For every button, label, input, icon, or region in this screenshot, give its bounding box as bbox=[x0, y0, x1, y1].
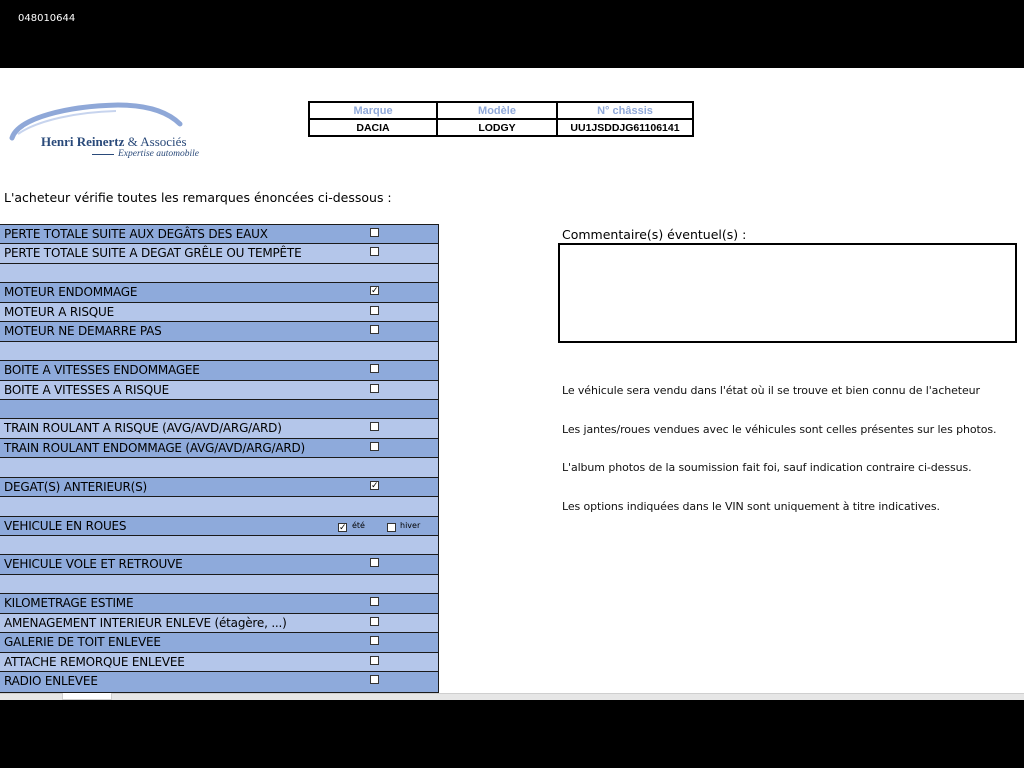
checkbox[interactable]: ✓ bbox=[371, 479, 379, 490]
checkbox[interactable] bbox=[370, 636, 379, 645]
checklist-label: PERTE TOTALE SUITE A DEGAT GRÊLE OU TEMPÊTE bbox=[4, 246, 302, 261]
checklist-label: MOTEUR ENDOMMAGE bbox=[4, 285, 138, 300]
checklist-label: MOTEUR NE DEMARRE PAS bbox=[4, 324, 162, 339]
checklist-row bbox=[0, 555, 438, 574]
checklist-label: ATTACHE REMORQUE ENLEVEE bbox=[4, 654, 185, 669]
checkbox-option-label: hiver bbox=[400, 520, 421, 530]
checkbox[interactable] bbox=[370, 442, 379, 451]
checkbox[interactable] bbox=[370, 247, 379, 256]
header-marque: Marque bbox=[309, 102, 437, 119]
checkbox[interactable] bbox=[370, 558, 379, 567]
checkbox[interactable] bbox=[370, 384, 379, 393]
note-wheels: Les jantes/roues vendues avec le véhicules sont celles présentes sur les photos. bbox=[562, 423, 997, 436]
document-id: 048010644 bbox=[18, 13, 76, 24]
checklist-spacer-row bbox=[0, 458, 438, 477]
checklist-row bbox=[0, 614, 438, 633]
checklist-label: GALERIE DE TOIT ENLEVEE bbox=[4, 635, 161, 650]
checklist-row bbox=[0, 672, 438, 691]
checklist-row bbox=[0, 653, 438, 672]
checklist-row bbox=[0, 225, 438, 244]
checklist-label: TRAIN ROULANT ENDOMMAGE (AVG/AVD/ARG/ARD) bbox=[4, 440, 305, 455]
remarks-checklist bbox=[0, 224, 439, 693]
vehicle-header-row bbox=[309, 102, 693, 119]
note-photo-album: L'album photos de la soumission fait foi, sauf indication contraire ci-dessus. bbox=[562, 461, 972, 474]
logo-divider bbox=[92, 154, 114, 155]
note-vin-options: Les options indiquées dans le VIN sont uniquement à titre indicatives. bbox=[562, 500, 940, 513]
checklist-label: RADIO ENLEVEE bbox=[4, 674, 98, 689]
checkbox[interactable] bbox=[370, 228, 379, 237]
header-modele: Modèle bbox=[437, 102, 557, 119]
vehicle-value-row bbox=[309, 119, 693, 136]
checklist-label: VEHICULE VOLE ET RETROUVE bbox=[4, 557, 183, 572]
checklist-label: BOITE A VITESSES A RISQUE bbox=[4, 382, 169, 397]
checkbox[interactable] bbox=[370, 422, 379, 431]
value-marque: DACIA bbox=[309, 119, 437, 136]
checkbox[interactable] bbox=[370, 364, 379, 373]
checklist-spacer-row bbox=[0, 497, 438, 516]
checkbox[interactable] bbox=[370, 597, 379, 606]
checklist-row bbox=[0, 283, 438, 302]
document-sheet bbox=[0, 68, 1024, 693]
checklist-row bbox=[0, 633, 438, 652]
checklist-row bbox=[0, 594, 438, 613]
intro-text: L'acheteur vérifie toutes les remarques énoncées ci-dessous : bbox=[4, 190, 392, 205]
sheet-tab[interactable] bbox=[62, 693, 112, 700]
checklist-spacer-row bbox=[0, 264, 438, 283]
checklist-label: DEGAT(S) ANTERIEUR(S) bbox=[4, 479, 147, 494]
checklist-label: VEHICULE EN ROUES bbox=[4, 518, 127, 533]
checklist-spacer-row bbox=[0, 575, 438, 594]
comments-field[interactable] bbox=[558, 243, 1017, 343]
checkbox-option-label: été bbox=[352, 520, 365, 530]
checklist-label: TRAIN ROULANT A RISQUE (AVG/AVD/ARG/ARD) bbox=[4, 421, 282, 436]
checklist-label: AMENAGEMENT INTERIEUR ENLEVE (étagère, ...) bbox=[4, 615, 287, 630]
checklist-row bbox=[0, 439, 438, 458]
note-condition: Le véhicule sera vendu dans l'état où il se trouve et bien connu de l'acheteur bbox=[562, 384, 980, 397]
checklist-label: MOTEUR A RISQUE bbox=[4, 304, 114, 319]
checklist-row bbox=[0, 478, 438, 497]
checklist-row bbox=[0, 244, 438, 263]
checklist-spacer-row bbox=[0, 342, 438, 361]
checklist-spacer-row bbox=[0, 536, 438, 555]
checkbox[interactable] bbox=[370, 325, 379, 334]
checklist-row bbox=[0, 517, 438, 536]
checklist-label: BOITE A VITESSES ENDOMMAGEE bbox=[4, 363, 200, 378]
value-modele: LODGY bbox=[437, 119, 557, 136]
checklist-label: KILOMETRAGE ESTIME bbox=[4, 596, 134, 611]
checkbox-option-1[interactable] bbox=[387, 523, 396, 532]
checkbox[interactable] bbox=[370, 675, 379, 684]
checklist-row bbox=[0, 419, 438, 438]
checklist-row bbox=[0, 322, 438, 341]
checklist-label: PERTE TOTALE SUITE AUX DEGÂTS DES EAUX bbox=[4, 227, 268, 241]
checkbox[interactable] bbox=[370, 656, 379, 665]
company-logo bbox=[8, 98, 223, 160]
vehicle-info-table bbox=[308, 101, 694, 137]
comments-label: Commentaire(s) éventuel(s) : bbox=[562, 227, 747, 242]
logo-company-name: Henri Reinertz & Associés bbox=[41, 134, 187, 149]
checklist-row bbox=[0, 381, 438, 400]
checklist-spacer-row bbox=[0, 400, 438, 419]
value-chassis: UU1JSDDJG61106141 bbox=[557, 119, 693, 136]
sheet-tab-bar bbox=[0, 693, 1024, 700]
checkbox[interactable] bbox=[370, 617, 379, 626]
checkbox[interactable] bbox=[370, 306, 379, 315]
checkbox[interactable]: ✓ bbox=[371, 285, 379, 296]
checklist-row bbox=[0, 303, 438, 322]
logo-tagline: Expertise automobile bbox=[118, 149, 199, 159]
checklist-row bbox=[0, 361, 438, 380]
header-chassis: N° châssis bbox=[557, 102, 693, 119]
checkbox-option-0[interactable]: ✓ bbox=[339, 521, 347, 532]
